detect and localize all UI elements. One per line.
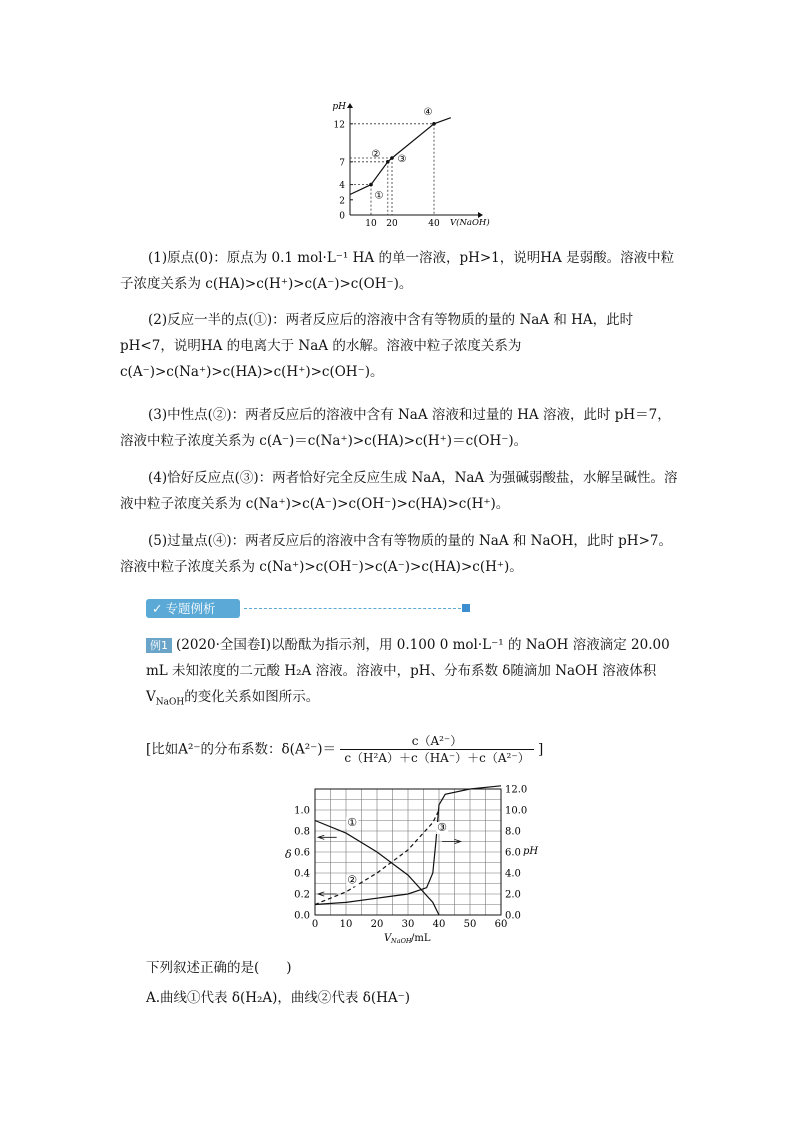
left-tick-label: 0.2 — [294, 889, 310, 901]
example-text-end: 的变化关系如图所示。 — [184, 689, 320, 705]
x-tick-label: 10 — [365, 219, 377, 229]
formula-prefix: [比如A²⁻的分布系数：δ(A²⁻)＝ — [146, 741, 337, 758]
paragraph-text: 两者反应后的溶液中含有等物质的量的 NaA 和 NaOH，此时 pH>7。溶液中粒子浓度关系为 c(Na⁺)>c(OH⁻)>c(A⁻)>c(HA)>c(H⁺)。 — [120, 533, 672, 575]
paragraph-origin — [120, 245, 680, 297]
paragraph-neutral-point — [120, 402, 680, 454]
curve-label: ② — [347, 873, 358, 887]
paragraph-head: (4)恰好反应点(③)： — [148, 470, 273, 486]
example-text-sub: NaOH — [155, 697, 185, 708]
section-divider — [244, 608, 466, 609]
formula-fraction — [340, 733, 533, 766]
x-tick-label: 30 — [401, 919, 415, 930]
section-tag — [146, 599, 240, 618]
curve2-arrow — [318, 892, 337, 896]
right-tick-label: 2.0 — [505, 889, 521, 901]
right-tick-label: 4.0 — [505, 868, 521, 880]
right-tick-label: 12.0 — [505, 784, 528, 796]
data-point — [369, 183, 373, 187]
right-tick-label: 8.0 — [505, 826, 521, 838]
y-tick-label: 2 — [339, 196, 345, 207]
y-axis-arrow — [347, 103, 353, 108]
chart2-grid — [315, 789, 501, 915]
x-tick-label: 20 — [386, 219, 398, 229]
right-tick-label: 6.0 — [505, 847, 521, 859]
x-tick-label: 40 — [428, 219, 440, 229]
paragraph-half-point — [120, 307, 680, 385]
paragraph-head: (5)过量点(④)： — [148, 533, 246, 549]
paragraph-head: (1)原点(0)： — [148, 250, 227, 266]
data-point — [390, 156, 394, 160]
formula-suffix: ] — [538, 741, 544, 758]
section-tag-label: 专题例析 — [165, 601, 216, 616]
section-divider-end — [462, 604, 470, 612]
x-tick-label: 60 — [494, 919, 508, 930]
example-text: 以酚酞为指示剂，用 0.100 0 mol·L⁻¹ 的 NaOH 溶液滴定 20.00 mL 未知浓度的二元酸 H₂A 溶液。溶液中，pH、分布系数 δ随滴加 NaOH 溶液体积 V — [146, 637, 670, 705]
left-tick-label: 0.8 — [294, 826, 310, 838]
x-tick-label: 40 — [432, 919, 446, 930]
right-axis-label: pH — [523, 846, 539, 857]
chart1-guides — [350, 124, 434, 215]
left-tick-label: 1.0 — [294, 805, 310, 817]
x-axis-label-sub: NaOH — [391, 937, 412, 945]
paragraph-text: 原点为 0.1 mol·L⁻¹ HA 的单一溶液，pH>1，说明HA 是弱酸。溶液中粒子浓度关系为 c(HA)>c(H⁺)>c(A⁻)>c(OH⁻)。 — [120, 250, 675, 292]
point-label: ② — [371, 148, 381, 160]
left-tick-label: 0.0 — [294, 910, 310, 922]
check-pen-icon: ✓ — [152, 601, 163, 616]
curve-label: ① — [347, 815, 358, 829]
y-tick-label: 7 — [339, 158, 345, 169]
x-tick-label: 10 — [339, 919, 353, 930]
curve1-arrow — [318, 835, 337, 839]
data-point — [386, 160, 390, 164]
paragraph-text: 两者恰好完全反应生成 NaA，NaA 为强碱弱酸盐，水解呈碱性。溶液中粒子浓度关系为 c(Na⁺)>c(A⁻)>c(OH⁻)>c(HA)>c(H⁺)。 — [120, 470, 678, 512]
y-axis-label: pH — [332, 102, 346, 112]
left-tick-label: 0.4 — [294, 868, 310, 880]
left-tick-label: 0.6 — [294, 847, 310, 859]
chart1-axes — [347, 103, 483, 218]
question-stem: 下列叙述正确的是( ) — [146, 960, 292, 976]
curve-label: ③ — [437, 821, 448, 834]
paragraph-equivalence-point — [120, 465, 680, 517]
point-label: ④ — [423, 106, 433, 118]
right-tick-label: 0.0 — [505, 910, 521, 922]
x-axis-label: V — [384, 933, 392, 944]
distribution-ph-chart — [270, 770, 560, 950]
formula-denominator: c（H²A）＋c（HA⁻）＋c（A²⁻） — [344, 751, 530, 765]
y-tick-label: 12 — [333, 120, 345, 131]
paragraph-head: (2)反应一半的点(①)： — [148, 312, 286, 328]
titration-curve-chart — [320, 100, 500, 235]
example-label: 例1 — [146, 638, 172, 653]
x-axis-label-unit: /mL — [411, 933, 431, 944]
point-label: ① — [374, 190, 384, 202]
point-label: ③ — [397, 154, 407, 165]
example-source: (2020·全国卷Ⅰ) — [176, 637, 272, 653]
chart2-labels — [285, 785, 538, 946]
paragraph-text: 两者反应后的溶液中含有 NaA 溶液和过量的 HA 溶液，此时 pH＝7，溶液中粒子浓度关系为 c(A⁻)＝c(Na⁺)>c(HA)>c(H⁺)＝c(OH⁻)。 — [120, 407, 671, 449]
distribution-formula — [146, 733, 686, 766]
x-axis-label: V(NaOH) — [450, 218, 490, 228]
y-tick-label: 0 — [339, 211, 345, 222]
paragraph-head: (3)中性点(②)： — [148, 407, 246, 423]
example-question — [146, 632, 676, 716]
right-tick-label: 10.0 — [505, 805, 528, 817]
x-tick-label: 20 — [370, 919, 384, 930]
x-tick-label: 50 — [463, 919, 477, 930]
y-tick-label: 4 — [339, 181, 345, 192]
data-point — [432, 122, 436, 126]
paragraph-excess-point — [120, 528, 680, 580]
curve3-arrow — [442, 839, 461, 843]
chart1-labels — [332, 102, 489, 229]
formula-numerator: c（A²⁻） — [340, 733, 533, 750]
x-tick-label: 0 — [311, 919, 319, 930]
paragraph-text: 两者反应后的溶液中含有等物质的量的 NaA 和 HA，此时 pH<7，说明HA 的电离大于 NaA 的水解。溶液中粒子浓度关系为 c(A⁻)>c(Na⁺)>c(HA)>c(H⁺)>c(OH⁻)。 — [120, 312, 634, 380]
option-a[interactable]: A.曲线①代表 δ(H₂A)，曲线②代表 δ(HA⁻) — [146, 990, 411, 1006]
left-axis-label: δ — [285, 848, 292, 861]
